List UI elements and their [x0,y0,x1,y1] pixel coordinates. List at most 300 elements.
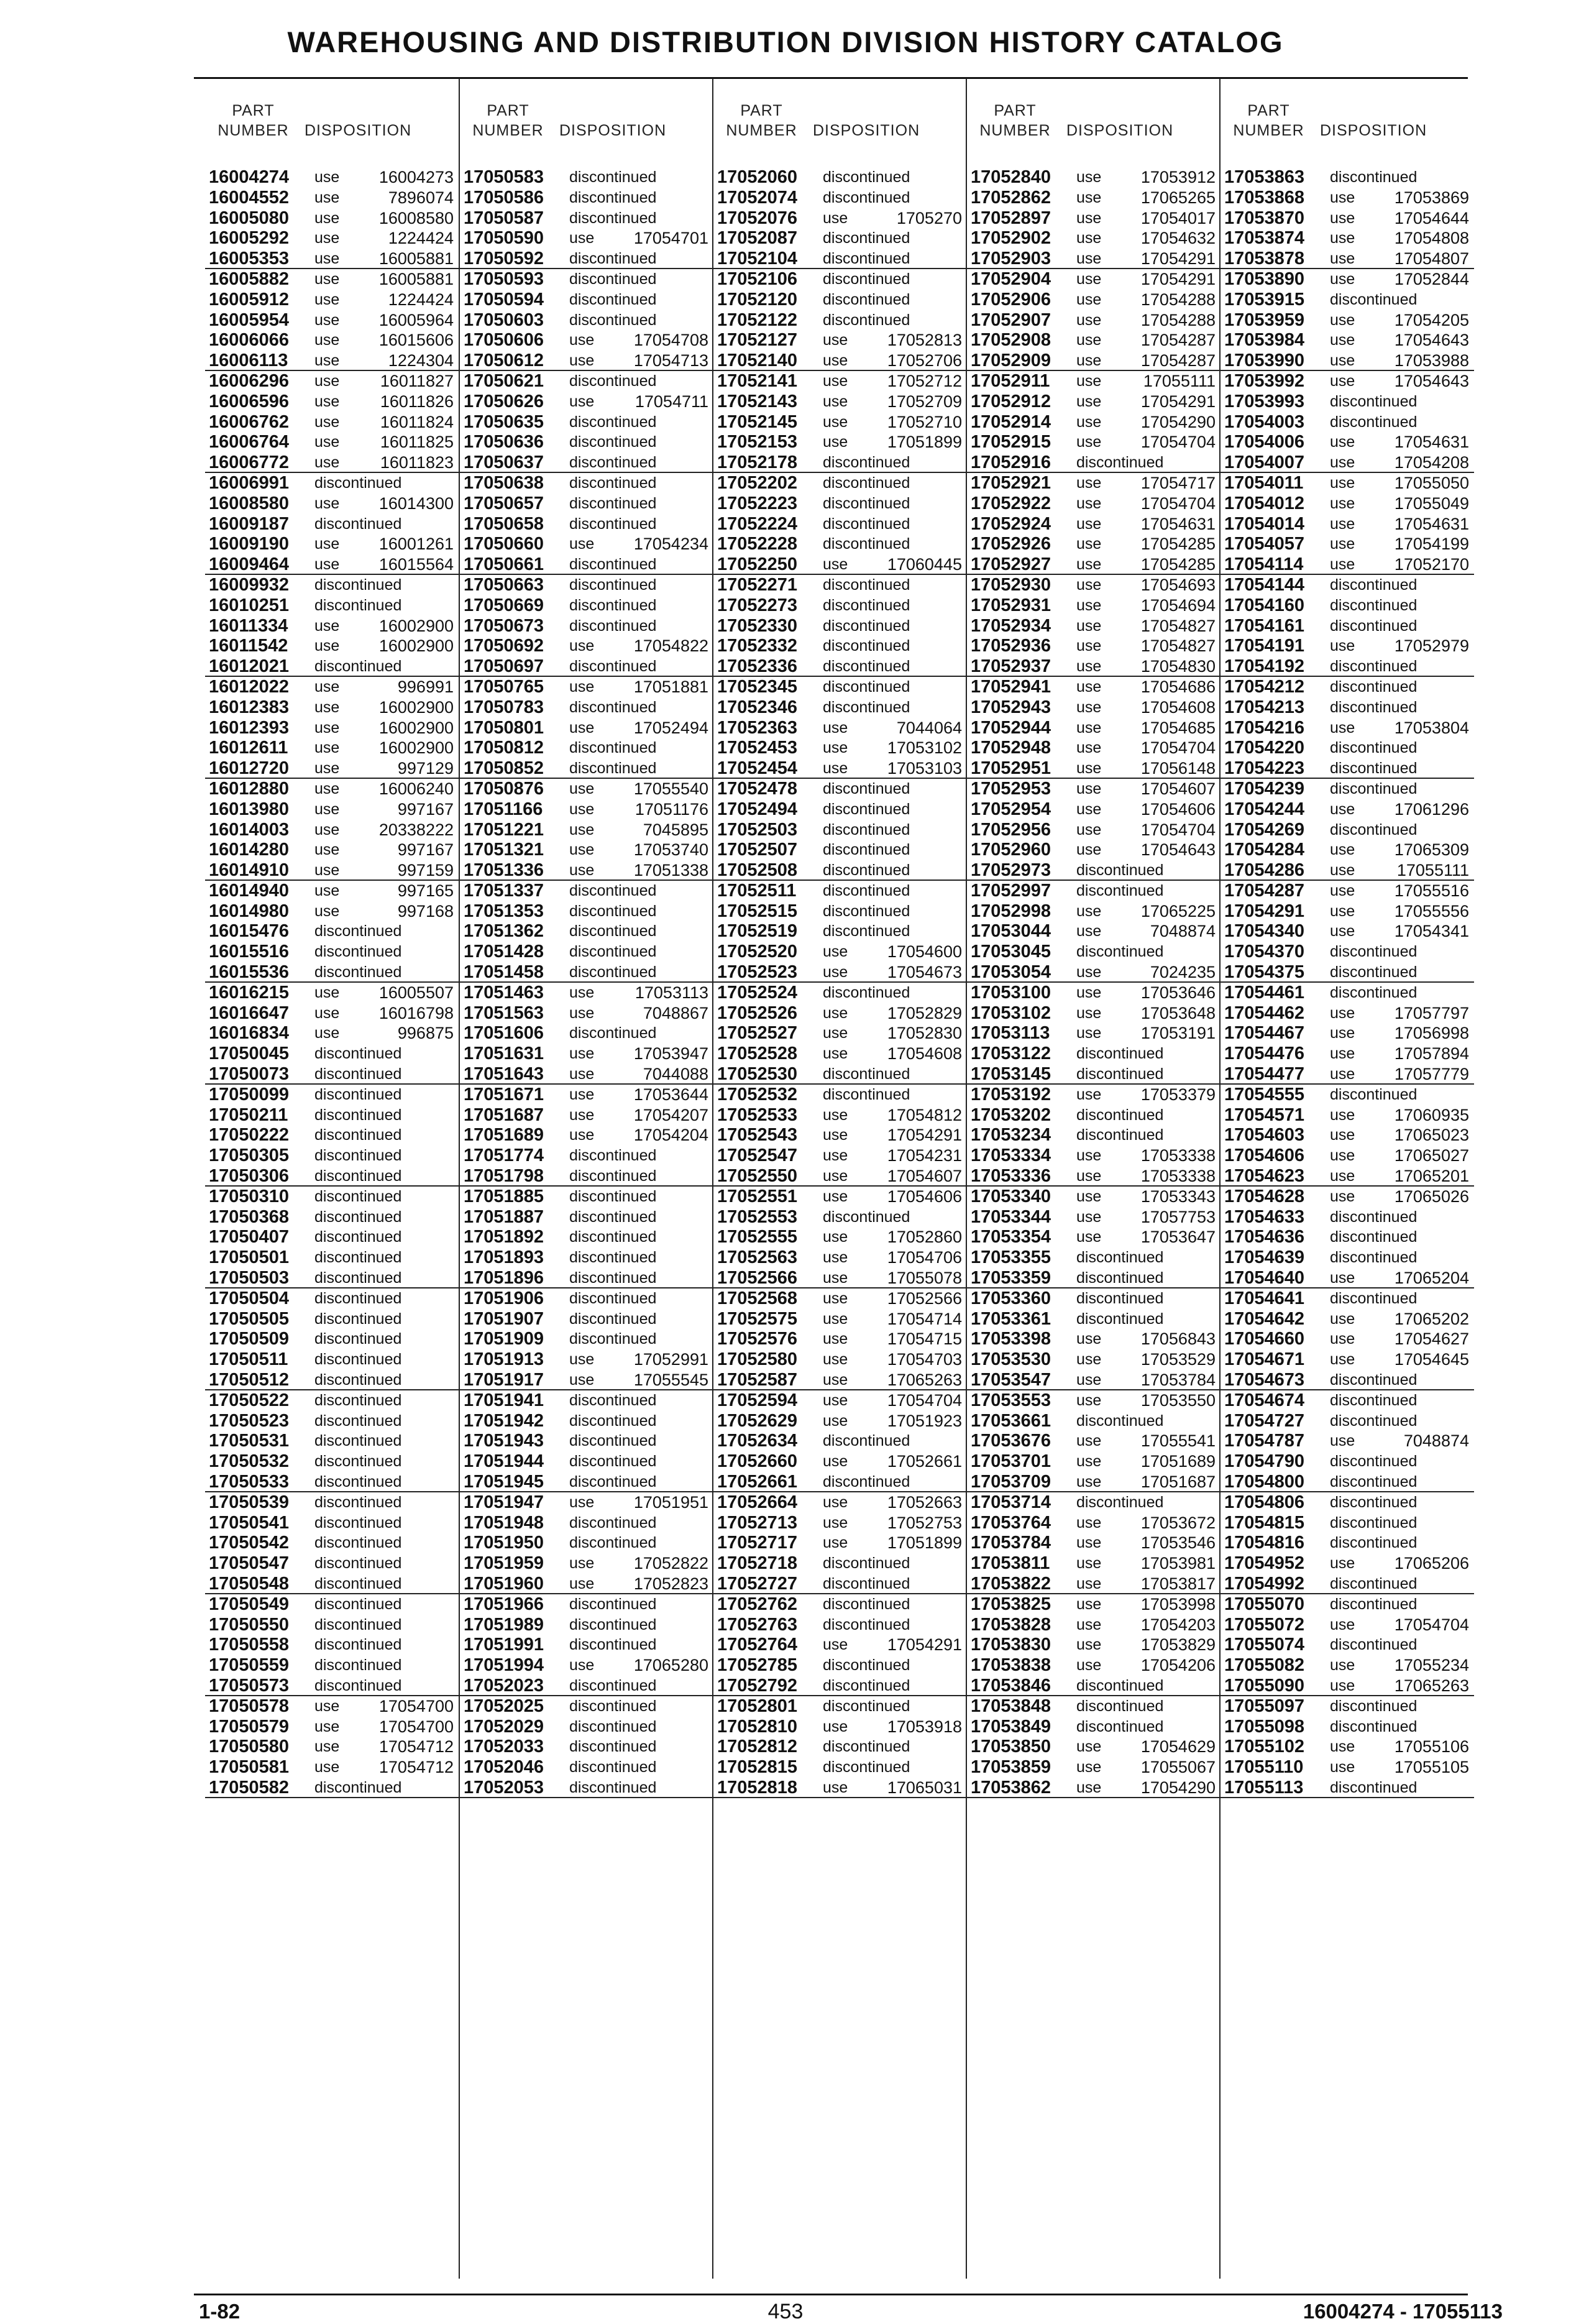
disposition [823,1390,962,1411]
table-row [1221,1329,1474,1349]
disposition-word: discontinued [823,311,910,329]
disposition-word: discontinued [823,881,910,899]
disposition [569,595,656,616]
header-number-label: NUMBER [979,122,1051,139]
replacement-part-number: 17065026 [1394,1187,1469,1206]
part-number: 17053993 [1224,391,1305,411]
table-row [1221,1146,1474,1166]
disposition-word: use [1076,922,1102,940]
disposition [569,1492,708,1513]
replacement-part-number: 17053998 [1140,1594,1216,1614]
disposition [823,1268,962,1288]
disposition [569,1309,656,1330]
disposition [569,1635,656,1655]
catalog-column [966,78,1221,2279]
part-number: 17052046 [464,1757,544,1778]
disposition-word: use [823,1147,848,1165]
part-number: 17050073 [209,1064,290,1085]
table-row [1221,412,1474,433]
replacement-part-number: 17054291 [887,1126,962,1145]
disposition [569,534,708,554]
table-row [205,860,459,881]
table-row [205,962,459,983]
disposition [569,514,656,535]
disposition [569,1533,656,1553]
replacement-part-number: 16002900 [378,636,454,656]
disposition-word: discontinued [1330,1085,1418,1103]
part-number: 17050606 [464,330,544,351]
replacement-part-number: 17054203 [1140,1615,1216,1634]
disposition [569,799,708,820]
part-number: 17053822 [971,1573,1051,1594]
disposition-word: use [1330,922,1355,940]
disposition-word: discontinued [314,1371,402,1389]
disposition-word: use [1076,1187,1102,1205]
table-row [713,1492,967,1513]
disposition-word: use [1076,1391,1102,1409]
disposition-word: use [569,1126,595,1144]
part-number: 17052914 [971,411,1051,432]
table-row [713,514,967,535]
table-row [205,1207,459,1228]
disposition [569,1553,708,1574]
disposition-word: use [1330,1432,1355,1450]
table-row [967,494,1221,514]
disposition-word: use [823,413,848,431]
part-number: 17051944 [464,1451,544,1472]
table-row [1221,718,1474,738]
part-number: 17051959 [464,1553,544,1574]
replacement-part-number: 17051881 [633,677,708,696]
replacement-part-number: 17052860 [887,1228,962,1247]
table-row [1221,1717,1474,1737]
disposition [569,697,656,718]
disposition [1076,1003,1216,1024]
table-row [967,1146,1221,1166]
table-row [1221,473,1474,494]
disposition [1076,1513,1216,1533]
disposition-word: use [1076,698,1102,716]
table-row [967,881,1221,901]
table-row [713,290,967,310]
disposition-word: use [1330,1330,1355,1348]
table-row [460,1696,713,1717]
table-row [713,595,967,616]
part-number: 17054671 [1224,1349,1305,1370]
part-number: 17052519 [717,921,798,942]
disposition [314,534,454,554]
disposition [823,881,910,901]
replacement-part-number: 17055556 [1394,901,1469,921]
disposition [1076,881,1163,901]
replacement-part-number: 17060445 [887,555,962,574]
table-row [713,1635,967,1655]
disposition [314,1064,401,1085]
part-number: 17054239 [1224,778,1305,799]
table-row [460,1247,713,1268]
disposition [569,1757,656,1778]
disposition-word: discontinued [569,1697,657,1715]
part-number: 17052153 [717,432,798,452]
table-row [713,188,967,208]
disposition [1330,983,1417,1003]
part-number: 17052907 [971,310,1051,330]
disposition-word: discontinued [1076,881,1164,899]
table-row [1221,677,1474,697]
disposition-word: discontinued [569,1676,657,1694]
disposition [314,1411,401,1431]
replacement-part-number: 17054685 [1140,718,1216,737]
disposition-word: use [569,1045,595,1063]
disposition-word: use [1076,1147,1102,1165]
part-number: 17050586 [464,187,544,208]
disposition-word: discontinued [569,290,657,308]
table-row [713,1288,967,1309]
part-number: 17054269 [1224,819,1305,840]
disposition-word: use [823,1249,848,1267]
replacement-part-number: 17054812 [887,1105,962,1124]
table-row [1221,1288,1474,1309]
table-row [1221,1125,1474,1146]
disposition [569,208,656,229]
disposition [1076,942,1163,962]
disposition-word: use [823,1024,848,1042]
disposition [1076,1370,1216,1390]
disposition [569,1187,656,1207]
disposition-word: use [314,1004,340,1022]
replacement-part-number: 17054830 [1140,657,1216,676]
part-number: 17053890 [1224,269,1305,289]
disposition-word: discontinued [823,1473,910,1490]
disposition [1330,392,1417,412]
disposition [1076,351,1216,371]
part-number: 17050573 [209,1675,290,1696]
disposition [569,1166,656,1187]
disposition [1330,636,1469,656]
disposition [569,290,656,310]
disposition [1330,371,1469,392]
part-number: 17052661 [717,1472,798,1492]
disposition [314,779,454,799]
table-row [205,1411,459,1431]
disposition [569,942,656,962]
part-number: 17051631 [464,1044,544,1064]
disposition [569,1370,708,1390]
table-row [205,1329,459,1349]
disposition-word: discontinued [1076,1065,1164,1083]
catalog-column [712,78,967,2279]
table-row [205,1737,459,1757]
replacement-part-number: 17054234 [633,535,708,554]
table-row [460,820,713,840]
disposition [823,1146,962,1166]
disposition [823,514,910,535]
disposition [823,799,910,820]
replacement-part-number: 17053379 [1140,1085,1216,1104]
table-row [205,228,459,249]
disposition-word: use [1330,1676,1355,1694]
disposition [1076,473,1216,494]
table-row [967,656,1221,677]
part-number: 17052330 [717,615,798,636]
table-row [460,432,713,452]
table-row [460,1187,713,1207]
disposition [1076,1207,1216,1228]
disposition [314,1146,401,1166]
disposition-word: use [1076,983,1102,1001]
part-number: 17053661 [971,1410,1051,1431]
disposition-word: discontinued [1330,1595,1418,1613]
disposition-word: discontinued [569,1412,657,1430]
disposition-word: discontinued [823,861,910,880]
part-number: 17054287 [1224,880,1305,901]
part-number: 17053849 [971,1716,1051,1737]
part-number: 17052904 [971,269,1051,289]
disposition [569,840,708,860]
table-row [1221,1207,1474,1228]
table-row [1221,514,1474,535]
disposition-word: discontinued [823,188,910,206]
disposition-word: discontinued [314,1432,402,1450]
table-row [1221,228,1474,249]
part-number: 17051896 [464,1268,544,1288]
table-row [1221,249,1474,269]
part-number: 17052717 [717,1533,798,1553]
disposition-word: discontinued [569,250,657,268]
part-number: 16006762 [209,411,290,432]
replacement-part-number: 17054704 [1140,433,1216,452]
disposition [314,1309,401,1330]
disposition [823,820,910,840]
disposition [823,554,962,575]
disposition [1330,1023,1469,1044]
table-row [1221,1696,1474,1717]
disposition [314,310,454,331]
disposition [823,779,910,799]
disposition [1076,1655,1216,1676]
table-row [967,1247,1221,1268]
disposition-word: use [823,1371,848,1389]
disposition [1330,677,1417,697]
table-row [205,1574,459,1594]
row-list [713,167,967,1798]
disposition [314,1757,454,1778]
part-number: 17052053 [464,1777,544,1798]
disposition [1330,188,1469,208]
part-number: 17050657 [464,493,544,513]
disposition [569,1411,656,1431]
table-row [460,677,713,697]
header-disposition-label: DISPOSITION [813,122,920,139]
part-number: 17050876 [464,778,544,799]
part-number: 17052033 [464,1737,544,1757]
replacement-part-number: 17057797 [1394,1003,1469,1022]
disposition [1330,1533,1417,1553]
replacement-part-number: 1705270 [896,208,962,227]
disposition-word: discontinued [314,1453,402,1471]
part-number: 17053398 [971,1329,1051,1349]
part-number: 17052223 [717,493,798,513]
table-row [713,351,967,371]
part-number: 17052921 [971,472,1051,493]
disposition [314,1615,401,1635]
table-row [713,656,967,677]
disposition [1330,718,1469,738]
disposition-word: use [1076,576,1102,594]
part-number: 17050579 [209,1716,290,1737]
table-row [713,1268,967,1288]
replacement-part-number: 16014300 [378,494,454,513]
disposition [314,1431,401,1451]
disposition-word: discontinued [1330,1534,1418,1552]
part-number: 17053360 [971,1288,1051,1308]
disposition-word: discontinued [1330,739,1418,757]
disposition [823,1594,910,1615]
table-row [967,188,1221,208]
part-number: 16006596 [209,391,290,411]
part-number: 17051945 [464,1472,544,1492]
header-part-label: PART [232,102,275,119]
header-part-label: PART [1247,102,1290,119]
disposition [1330,208,1469,229]
part-number: 17050638 [464,472,544,493]
disposition [569,1472,656,1492]
replacement-part-number: 17052822 [633,1554,708,1573]
disposition [569,779,708,799]
disposition [1330,1207,1417,1228]
disposition-word: use [1330,535,1355,553]
part-number: 16015476 [209,921,290,942]
disposition-word: use [823,1636,848,1654]
table-row [967,1757,1221,1778]
replacement-part-number: 17054206 [1140,1656,1216,1675]
table-row [1221,452,1474,473]
table-row [205,779,459,799]
disposition [314,330,454,351]
table-row [1221,636,1474,656]
table-row [1221,554,1474,575]
disposition-word: use [1076,535,1102,553]
disposition-word: discontinued [1330,698,1418,716]
part-number: 17051885 [464,1186,544,1206]
table-row [1221,1676,1474,1696]
disposition-word: discontinued [1330,392,1418,410]
table-row [713,677,967,697]
part-number: 16005882 [209,269,290,289]
part-number: 17052060 [717,167,798,187]
replacement-part-number: 17054291 [1140,392,1216,411]
table-row [1221,1737,1474,1757]
disposition-word: use [1076,209,1102,227]
disposition [314,1044,401,1064]
part-number: 17050306 [209,1166,290,1187]
table-row [205,1023,459,1044]
table-row [967,473,1221,494]
table-row [967,1105,1221,1126]
replacement-part-number: 17052829 [887,1003,962,1022]
disposition [1076,1533,1216,1553]
part-number: 17051563 [464,1003,544,1023]
disposition-word: use [569,1371,595,1389]
replacement-part-number: 17052712 [887,371,962,390]
disposition [1076,758,1216,779]
table-row [1221,432,1474,452]
disposition [823,616,910,636]
disposition-word: use [823,1778,848,1796]
disposition-word: discontinued [1076,1045,1164,1063]
disposition [1076,738,1216,758]
replacement-part-number: 16016798 [378,1003,454,1022]
table-row [967,840,1221,860]
disposition-word: discontinued [1076,1717,1164,1735]
part-number: 17052792 [717,1675,798,1696]
part-number: 16006991 [209,472,290,493]
part-number: 17052660 [717,1451,798,1472]
part-number: 17053709 [971,1472,1051,1492]
disposition [1076,1187,1216,1207]
replacement-part-number: 7048874 [1403,1431,1469,1451]
replacement-part-number: 17053869 [1394,188,1469,207]
table-row [1221,983,1474,1003]
disposition [823,1655,910,1676]
header-part-label: PART [487,102,529,119]
table-row [1221,330,1474,351]
disposition-word: discontinued [569,902,657,920]
table-row [1221,534,1474,554]
disposition [1330,1778,1417,1798]
part-number: 17055110 [1224,1757,1304,1778]
part-number: 17050594 [464,289,544,310]
disposition [314,167,454,188]
table-row [1221,1757,1474,1778]
disposition [823,208,962,229]
table-row [1221,1472,1474,1492]
part-number: 16012393 [209,717,290,738]
table-row [205,616,459,636]
disposition-word: use [823,760,848,778]
disposition [1330,269,1469,290]
replacement-part-number: 16002900 [378,697,454,717]
part-number: 17052530 [717,1064,798,1085]
disposition [1076,208,1216,229]
disposition-word: discontinued [314,1534,402,1552]
replacement-part-number: 17054290 [1140,1778,1216,1797]
disposition-word: use [569,820,595,838]
part-number: 17052533 [717,1105,798,1125]
disposition-word: discontinued [823,1432,910,1450]
disposition [569,1717,656,1737]
disposition [1076,1472,1216,1492]
disposition [314,1676,401,1696]
table-row [205,738,459,758]
disposition-word: use [823,739,848,757]
disposition-word: discontinued [569,1024,657,1042]
table-row [205,1227,459,1247]
disposition [314,840,454,860]
disposition-word: use [823,1106,848,1124]
table-row [967,1125,1221,1146]
part-number: 17055074 [1224,1635,1305,1655]
replacement-part-number: 16011823 [380,453,454,472]
replacement-part-number: 17055234 [1394,1656,1469,1675]
disposition [1330,758,1417,779]
disposition-word: use [569,1574,595,1592]
part-number: 16004552 [209,187,290,208]
disposition [569,1451,656,1472]
table-row [713,799,967,820]
disposition [314,1105,401,1126]
replacement-part-number: 17060935 [1394,1105,1469,1124]
